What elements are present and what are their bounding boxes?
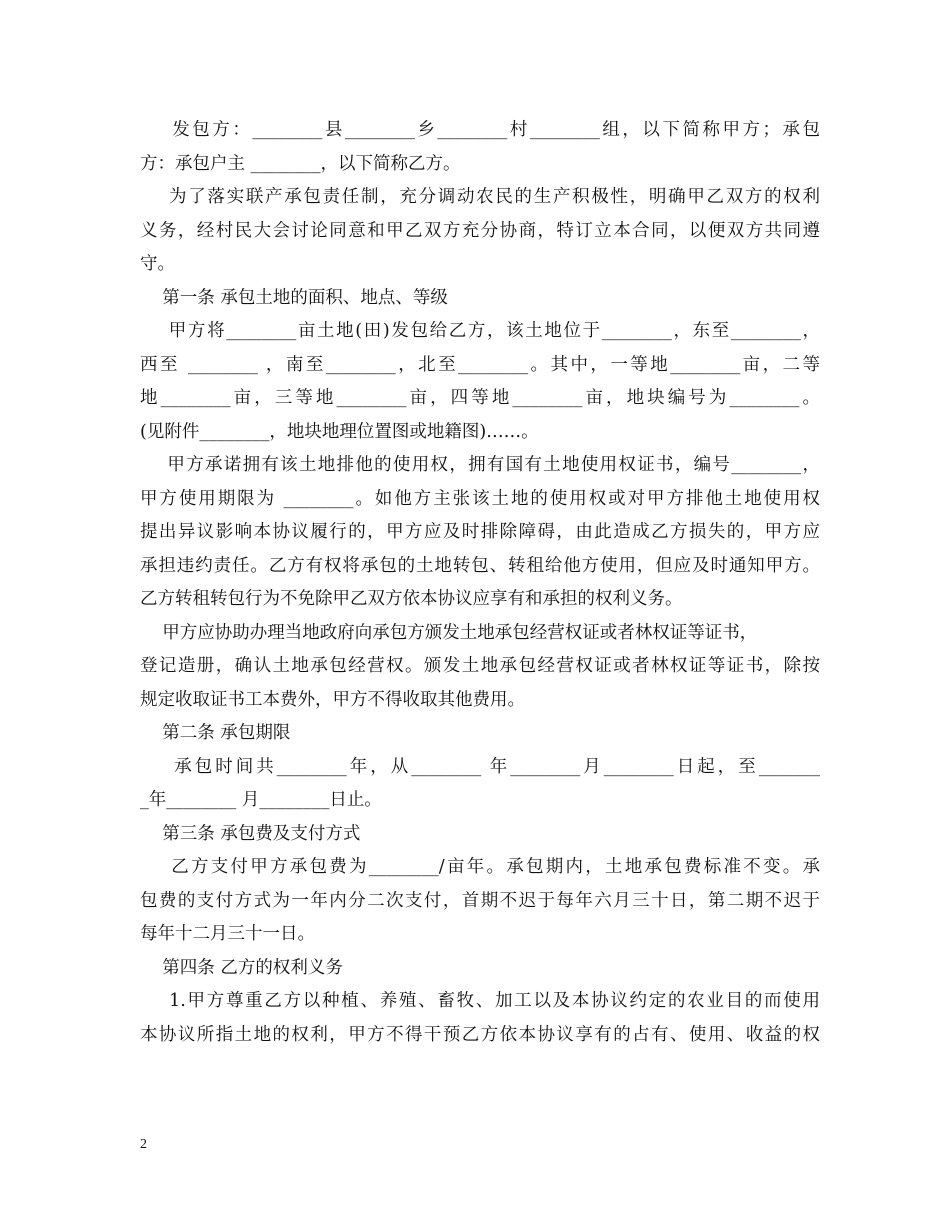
text-line: 承包时间共________年，从________ 年________月________日起，至_______ [140,756,820,777]
text-line: 乙方支付甲方承包费为________/亩年。承包期内，土地承包费标准不变。承 [140,857,820,877]
text-line: 第四条 乙方的权利义务 [140,957,343,978]
text-line: 规定收取证书工本费外，甲方不得收取其他费用。 [140,689,525,710]
page-number: 2 [140,1137,147,1152]
text-line: (见附件________，地块地理位置图或地籍图)……。 [140,421,539,442]
text-line: 乙方转租转包行为不免除甲乙双方依本协议应享有和承担的权利义务。 [140,589,683,609]
text-line: 甲方将________亩土地(田)发包给乙方，该土地位于________，东至________， [140,321,820,341]
text-line: 第一条 承包土地的面积、地点、等级 [140,287,448,308]
text-line: 第二条 承包期限 [140,723,291,743]
text-line: 登记造册，确认土地承包经营权。颁发土地承包经营权证或者林权证等证书，除按 [140,656,820,676]
text-line: _年________ 月________日止。 [140,790,382,810]
text-line: 方：承包户主 ________，以下简称乙方。 [140,153,461,174]
text-line: 承担违约责任。乙方有权将承包的土地转包、转租给他方使用，但应及时通知甲方。 [140,555,820,576]
text-line: 提出异议影响本协议履行的，甲方应及时排除障碍，由此造成乙方损失的，甲方应 [140,522,820,542]
text-line: 甲方承诺拥有该土地排他的使用权，拥有国有土地使用权证书，编号________， [140,455,820,475]
text-line: 为了落实联产承包责任制，充分调动农民的生产积极性，明确甲乙双方的权利 [140,187,820,207]
text-line: 甲方应协助办理当地政府向承包方颁发土地承包经营权证或者林权证等证书， [140,622,758,643]
text-line: 每年十二月三十一日。 [140,924,315,944]
text-line: 本协议所指土地的权利，甲方不得干预乙方依本协议享有的占有、使用、收益的权 [140,1024,820,1045]
text-line: 1.甲方尊重乙方以种植、养殖、畜牧、加工以及本协议约定的农业目的而使用 [140,991,820,1011]
text-line: 甲方使用期限为 ________。如他方主张该土地的使用权或对甲方排他土地使用权 [140,488,820,509]
text-line: 西至 ________ ，南至________，北至________。其中，一等地________亩，二等 [140,354,820,375]
text-line: 地________亩，三等地________亩，四等地________亩，地块编号为________。 [140,388,820,408]
text-line: 包费的支付方式为一年内分二次支付，首期不迟于每年六月三十日，第二期不迟于 [140,890,820,911]
document-body [140,114,820,1052]
text-line: 第三条 承包费及支付方式 [140,823,361,844]
text-line: 守。 [140,254,175,274]
text-line: 义务，经村民大会讨论同意和甲乙双方充分协商，特订立本合同，以便双方共同遵 [140,220,820,241]
text-line: 发包方：________县________乡________村________组，以下简称甲方；承包 [140,120,820,140]
